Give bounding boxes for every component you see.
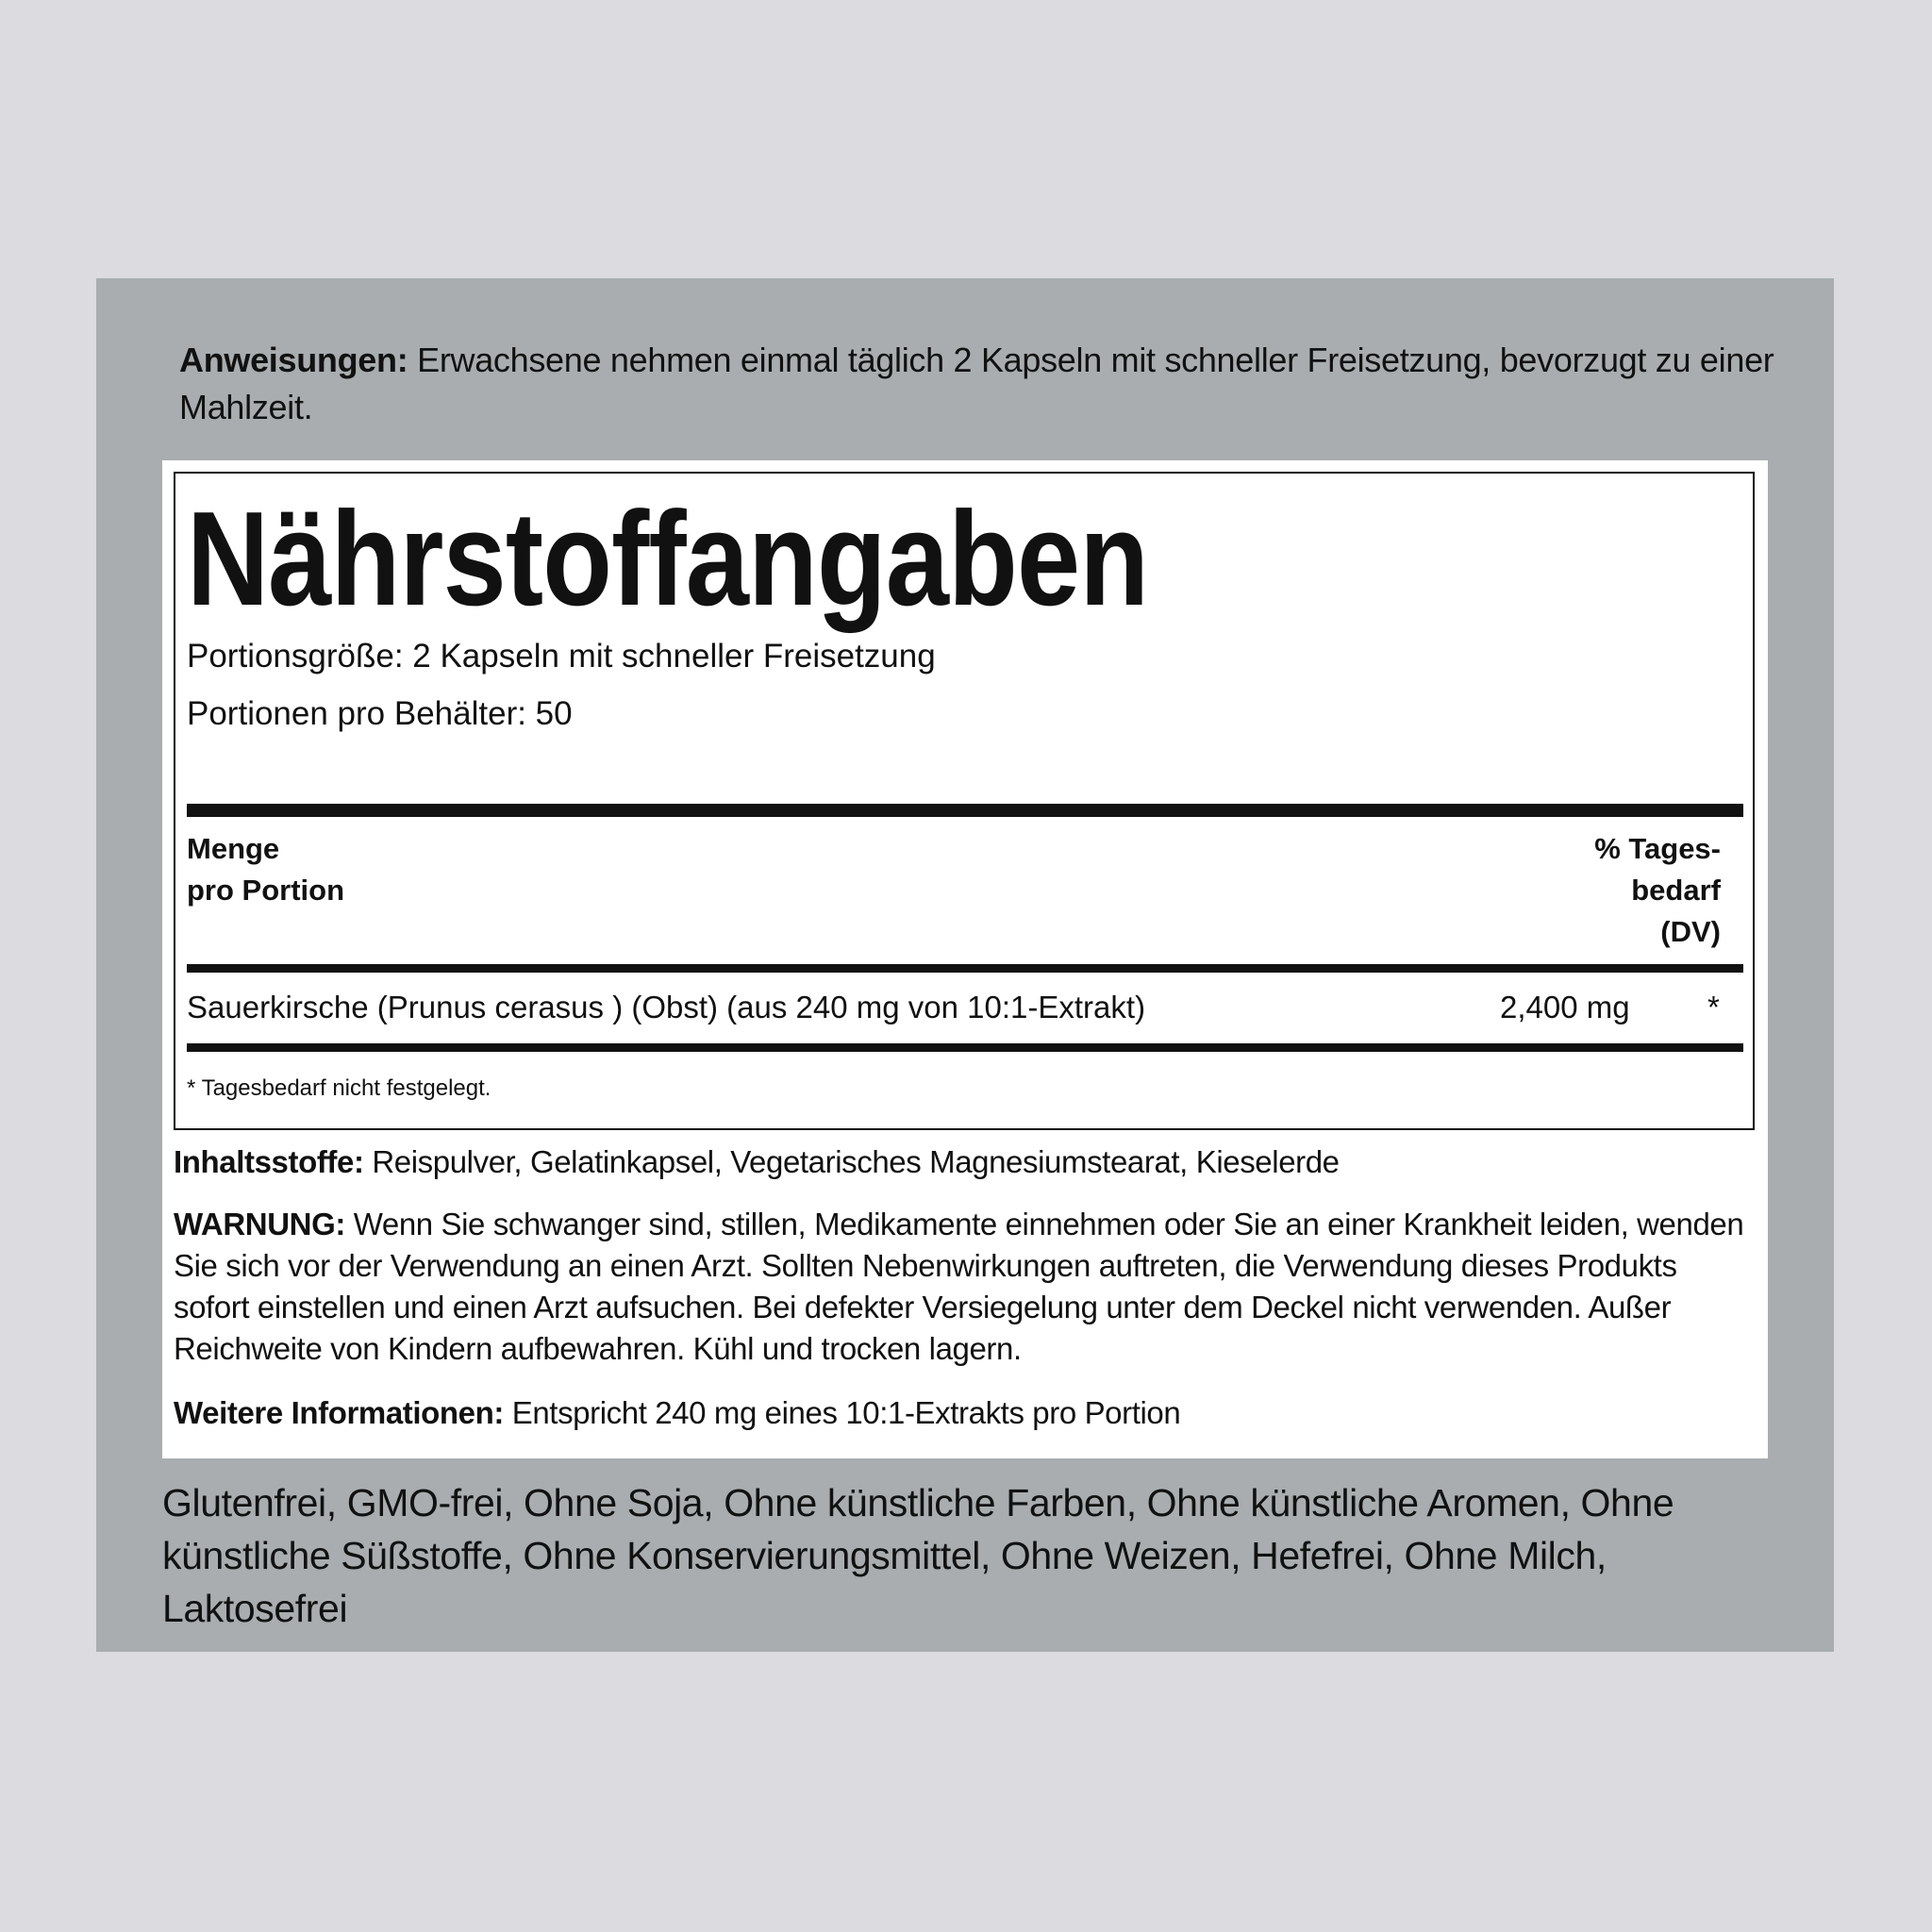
header-right-line1: % Tages- (1594, 832, 1721, 865)
more-info-label: Weitere Informationen: (174, 1395, 504, 1430)
thick-rule-top (187, 804, 1743, 817)
warning-label: WARNUNG: (174, 1207, 345, 1241)
nutrient-name: Sauerkirsche (Prunus cerasus ) (Obst) (aus 240 mg von 10:1-Extrakt) (187, 990, 1146, 1024)
directions-label: Anweisungen: (179, 341, 408, 379)
nutrient-amount: 2,400 mg (1500, 990, 1630, 1024)
medium-rule (187, 964, 1743, 973)
ingredients-text (174, 1141, 1758, 1183)
medium-rule-bottom (187, 1043, 1743, 1052)
header-left-line1: Menge (187, 832, 280, 865)
header-right-line2: bedarf (1631, 874, 1721, 907)
amount-per-serving-header (187, 828, 344, 911)
directions-body: Erwachsene nehmen einmal täglich 2 Kapseln mit schneller Freisetzung, bevorzugt zu einer Mahlzeit. (179, 341, 1774, 426)
more-info-text (174, 1392, 1758, 1434)
ingredients-body: Reispulver, Gelatinkapsel, Vegetarisches Magnesiumstearat, Kieselerde (363, 1144, 1340, 1179)
nutrition-facts-box (174, 472, 1755, 1130)
free-from-claims: Glutenfrei, GMO-frei, Ohne Soja, Ohne künstliche Farben, Ohne künstliche Aromen, Ohne künstliche Süßstoffe, Ohne Konservierungsmittel, Ohne Weizen, Hefefrei, Ohne Milch, Laktosefrei (162, 1481, 1674, 1630)
footnote: * Tagesbedarf nicht festgelegt. (187, 1075, 491, 1101)
daily-value-header (1594, 828, 1721, 953)
directions-text (179, 337, 1783, 431)
ingredients-label: Inhaltsstoffe: (174, 1144, 364, 1179)
supplement-card (162, 460, 1768, 1458)
servings-per-container: Portionen pro Behälter: 50 (187, 695, 573, 732)
header-right-line3: (DV) (1660, 915, 1721, 948)
serving-size: Portionsgröße: 2 Kapseln mit schneller Freisetzung (187, 638, 936, 675)
warning-body: Wenn Sie schwanger sind, stillen, Medikamente einnehmen oder Sie an einer Krankheit leiden, wenden Sie sich vor der Verwendung an einen Arzt. Sollten Nebenwirkungen auftreten, die Verwendung dieses Produkts sofort einstellen und einen Arzt aufsuchen. Bei defekter Versiegelung unter dem Deckel nicht verwenden. Außer Reichweite von Kindern aufbewahren. Kühl und trocken lagern. (174, 1207, 1744, 1366)
more-info-body: Entspricht 240 mg eines 10:1-Extrakts pro Portion (503, 1395, 1181, 1430)
facts-title: Nährstoffangaben (187, 484, 1149, 634)
nutrient-daily-value: * (1707, 990, 1720, 1024)
warning-text (174, 1204, 1758, 1370)
label-panel (96, 278, 1834, 1652)
header-left-line2: pro Portion (187, 874, 345, 907)
